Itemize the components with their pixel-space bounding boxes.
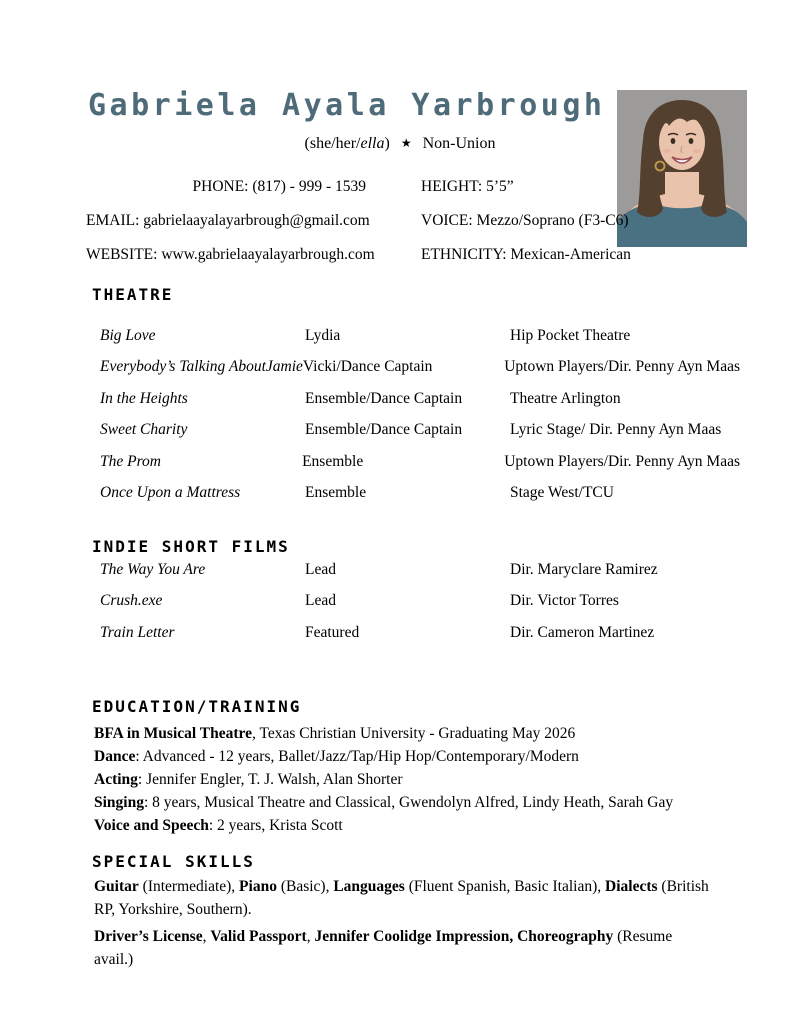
company: Dir. Cameron Martinez xyxy=(510,623,655,641)
contact-item: PHONE: (817) - 999 - 1539 xyxy=(192,178,366,195)
skills-paragraph: Guitar (Intermediate), Piano (Basic), Languages (Fluent Spanish, Basic Italian), Dialects (British RP, Yorkshire, Southern). xyxy=(94,878,709,918)
contact-item: WEBSITE: www.gabrielaayalayarbrough.com xyxy=(86,246,375,263)
role: Ensemble/Dance Captain xyxy=(305,421,463,439)
blush-left xyxy=(663,149,671,153)
eye-left xyxy=(671,138,676,144)
top-garment xyxy=(617,205,747,247)
headshot-photo xyxy=(617,90,747,247)
production-title: Crush.exe xyxy=(100,592,163,610)
company: Dir. Maryclare Ramirez xyxy=(510,561,658,578)
table-row xyxy=(100,389,740,420)
pronouns: (she/her/ella) xyxy=(304,135,390,152)
contact-left-column xyxy=(86,170,375,272)
production-title: Everybody’s Talking AboutJamie xyxy=(100,358,303,376)
contact-item: HEIGHT: 5’5” xyxy=(421,178,514,195)
skills-paragraph: Driver’s License, Valid Passport, Jennifer Coolidge Impression, Choreography (Resume avail.) xyxy=(94,928,673,968)
company: Uptown Players/Dir. Penny Ayn Maas xyxy=(504,358,740,376)
role: Lead xyxy=(305,592,336,610)
production-title: Once Upon a Mattress xyxy=(100,483,241,501)
eye-right xyxy=(689,138,694,144)
theatre-table xyxy=(100,326,740,514)
table-row xyxy=(100,357,740,388)
star-icon: ★ xyxy=(400,136,412,150)
role: Lead xyxy=(305,561,336,578)
table-row xyxy=(100,560,740,591)
role: Featured xyxy=(305,623,360,641)
table-row xyxy=(100,452,740,483)
production-title: The Way You Are xyxy=(100,561,206,578)
role: Ensemble/Dance Captain xyxy=(305,389,463,407)
table-row xyxy=(100,623,740,654)
contact-item: EMAIL: gabrielaayalayarbrough@gmail.com xyxy=(86,212,370,229)
role: Vicki/Dance Captain xyxy=(302,358,433,376)
table-row xyxy=(100,420,740,451)
company: Lyric Stage/ Dir. Penny Ayn Maas xyxy=(510,421,722,439)
education-body xyxy=(94,722,774,837)
production-title: The Prom xyxy=(100,452,161,470)
production-title: Sweet Charity xyxy=(100,421,188,439)
role: Ensemble xyxy=(302,452,364,470)
company: Stage West/TCU xyxy=(510,483,614,501)
education-line: BFA in Musical Theatre, Texas Christian University - Graduating May 2026 xyxy=(94,725,576,742)
section-title-theatre: THEATRE xyxy=(92,285,174,304)
subtitle xyxy=(140,135,660,153)
contact-item: VOICE: Mezzo/Soprano (F3-C6) xyxy=(421,212,629,229)
role: Lydia xyxy=(305,327,341,344)
section-title-skills: SPECIAL SKILLS xyxy=(92,852,255,871)
contact-right-column xyxy=(421,170,631,272)
page-title: Gabriela Ayala Yarbrough xyxy=(88,88,606,123)
education-line: Voice and Speech: 2 years, Krista Scott xyxy=(94,817,343,834)
blush-right xyxy=(693,149,701,153)
production-title: Big Love xyxy=(100,327,156,344)
company: Theatre Arlington xyxy=(510,389,621,407)
production-title: In the Heights xyxy=(100,389,188,407)
skills-body xyxy=(94,875,710,971)
contact-item: ETHNICITY: Mexican-American xyxy=(421,246,631,263)
company: Dir. Victor Torres xyxy=(510,592,619,610)
table-row xyxy=(100,591,740,622)
films-table xyxy=(100,560,740,654)
union-status: Non-Union xyxy=(422,135,496,152)
education-line: Dance: Advanced - 12 years, Ballet/Jazz/Tap/Hip Hop/Contemporary/Modern xyxy=(94,748,579,765)
company: Hip Pocket Theatre xyxy=(510,327,631,344)
table-row xyxy=(100,483,740,514)
education-line: Acting: Jennifer Engler, T. J. Walsh, Alan Shorter xyxy=(94,771,403,788)
company: Uptown Players/Dir. Penny Ayn Maas xyxy=(504,452,740,470)
section-title-films: INDIE SHORT FILMS xyxy=(92,537,290,556)
table-row xyxy=(100,326,740,357)
education-line: Singing: 8 years, Musical Theatre and Classical, Gwendolyn Alfred, Lindy Heath, Sarah Gay xyxy=(94,794,674,811)
production-title: Train Letter xyxy=(100,623,175,641)
role: Ensemble xyxy=(305,483,367,501)
section-title-education: EDUCATION/TRAINING xyxy=(92,697,302,716)
